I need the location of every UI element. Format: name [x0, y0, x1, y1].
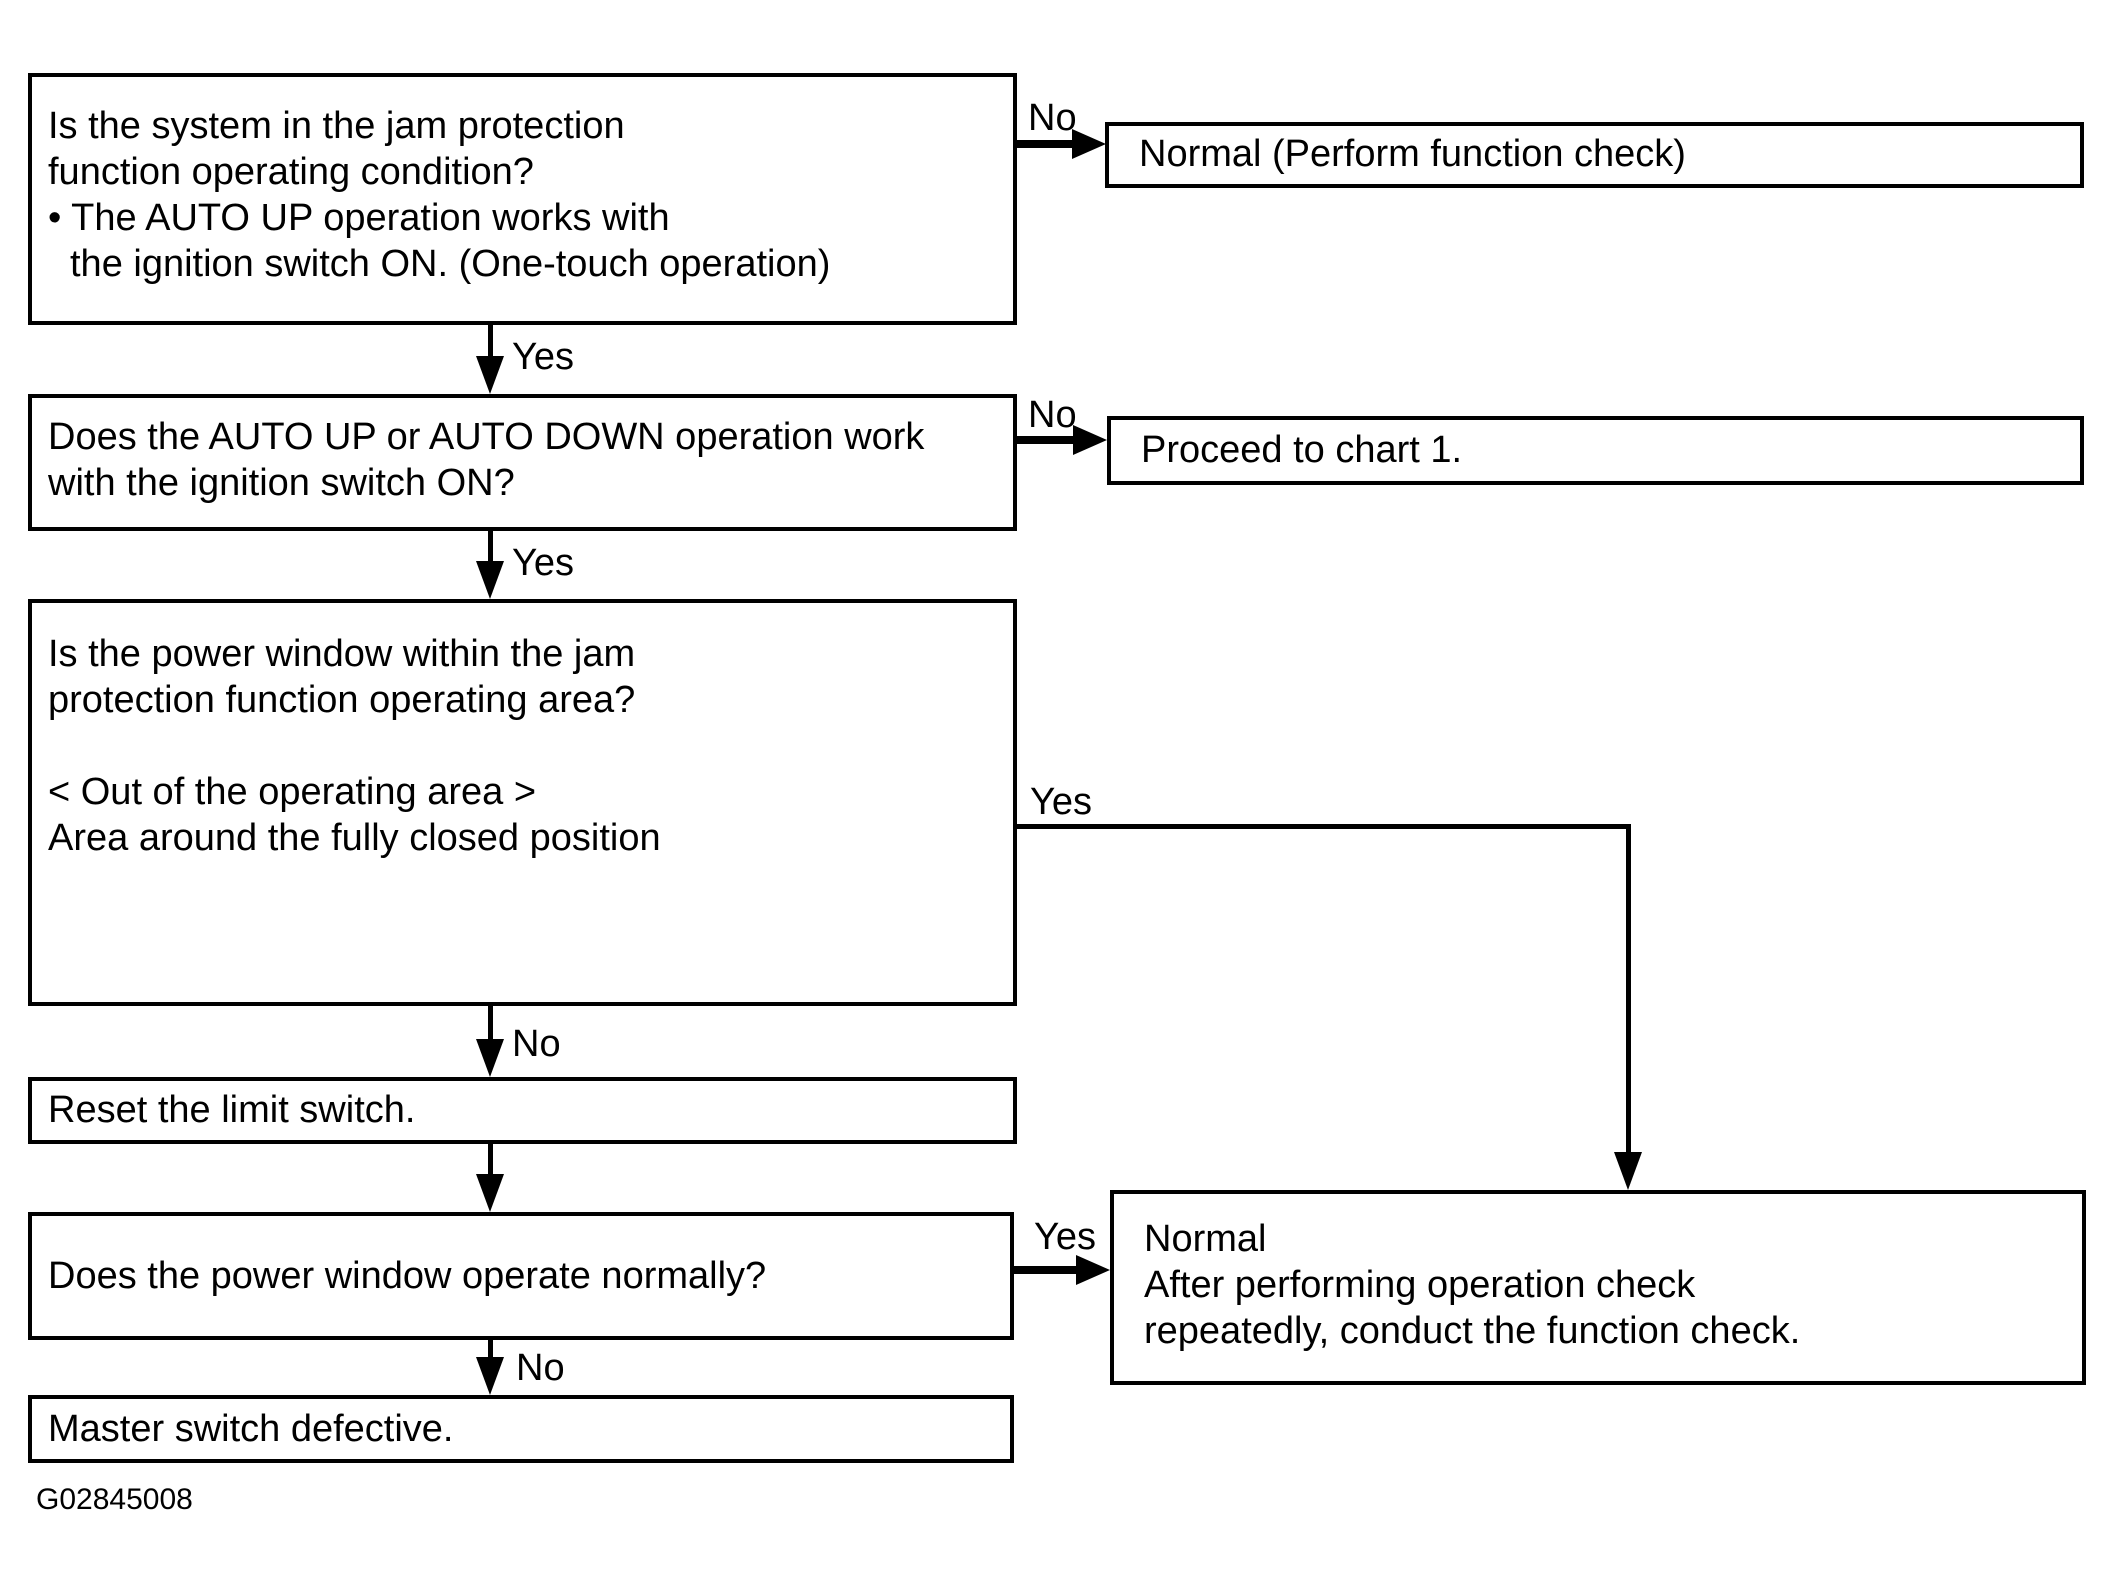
box-line: the ignition switch ON. (One-touch operation) [70, 243, 831, 285]
edge-label-yes: Yes [512, 542, 574, 584]
box-line: < Out of the operating area > [48, 771, 537, 813]
connector-line [1626, 824, 1631, 1156]
box-line: Is the power window within the jam [48, 633, 636, 675]
arrow-down-icon [476, 1174, 504, 1212]
connector-line [1014, 1266, 1076, 1274]
connector-line [488, 531, 493, 565]
box-text [32, 603, 1013, 861]
arrow-down-icon [476, 1357, 504, 1395]
arrow-down-icon [476, 1039, 504, 1077]
box-text [32, 1081, 1013, 1133]
box-line: protection function operating area? [48, 679, 636, 721]
box-text [1111, 420, 2080, 473]
box-line: Normal [1144, 1218, 1267, 1260]
box-line: Area around the fully closed position [48, 817, 661, 859]
question-box-operate-normally [28, 1212, 1014, 1340]
arrow-right-icon [1076, 1255, 1110, 1285]
connector-line [1015, 436, 1073, 444]
result-box-proceed-chart-1 [1107, 416, 2084, 485]
connector-line [488, 1006, 493, 1043]
box-text [32, 77, 1013, 287]
figure-code: G02845008 [36, 1483, 193, 1516]
action-box-reset-limit-switch [28, 1077, 1017, 1144]
arrow-right-icon [1073, 425, 1107, 455]
box-line: After performing operation check [1144, 1264, 1696, 1306]
connector-line [488, 325, 493, 360]
box-line: with the ignition switch ON? [48, 462, 515, 504]
connector-line [1017, 824, 1631, 829]
box-text [32, 1399, 1010, 1452]
edge-label-yes: Yes [512, 336, 574, 378]
box-line: Does the AUTO UP or AUTO DOWN operation work [48, 416, 925, 458]
question-box-operating-area [28, 599, 1017, 1006]
box-text [32, 1216, 1010, 1299]
box-line: Does the power window operate normally? [48, 1255, 767, 1297]
box-line: Proceed to chart 1. [1141, 429, 1463, 471]
edge-label-no: No [516, 1347, 565, 1389]
result-box-normal-function-check [1105, 122, 2084, 188]
result-box-normal-operation-check [1110, 1190, 2086, 1385]
edge-label-no: No [512, 1023, 561, 1065]
question-box-jam-protection-condition [28, 73, 1017, 325]
box-line: Reset the limit switch. [48, 1089, 416, 1131]
edge-label-no: No [1028, 394, 1077, 436]
edge-label-no: No [1028, 97, 1077, 139]
box-line [48, 723, 1001, 769]
arrow-down-icon [476, 356, 504, 394]
edge-label-yes: Yes [1030, 781, 1092, 823]
box-line: Normal (Perform function check) [1139, 133, 1686, 175]
box-text [1114, 1194, 2082, 1354]
arrow-down-icon [476, 561, 504, 599]
box-text [1109, 126, 2080, 177]
box-line: • The AUTO UP operation works with [48, 197, 670, 239]
arrow-right-icon [1072, 129, 1106, 159]
result-box-master-switch-defective [28, 1395, 1014, 1463]
edge-label-yes: Yes [1034, 1216, 1096, 1258]
arrow-down-icon [1614, 1152, 1642, 1190]
connector-line [1017, 140, 1073, 148]
box-line: function operating condition? [48, 151, 534, 193]
box-line: Is the system in the jam protection [48, 105, 625, 147]
question-box-auto-up-down [28, 394, 1017, 531]
box-text [32, 398, 1013, 506]
box-line: Master switch defective. [48, 1408, 454, 1450]
connector-line [488, 1144, 493, 1178]
box-line: repeatedly, conduct the function check. [1144, 1310, 1801, 1352]
